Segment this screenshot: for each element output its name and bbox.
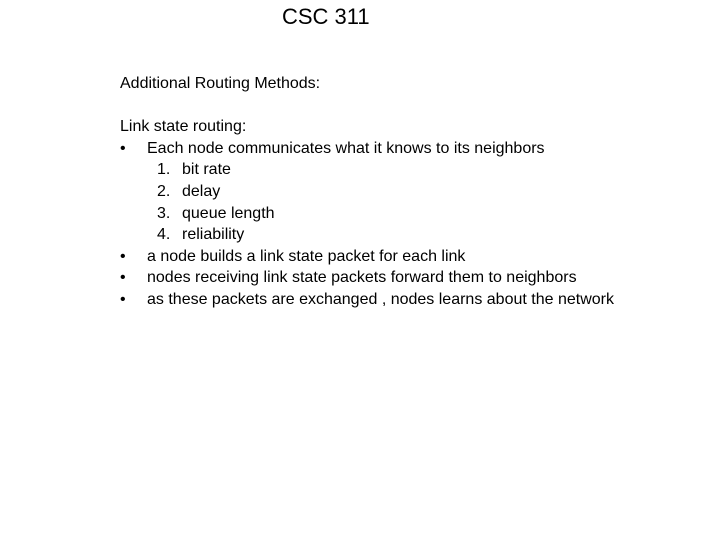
bullet-dot: • — [120, 290, 126, 308]
section-label: Link state routing: — [120, 118, 247, 136]
bullet-text: Each node communicates what it knows to its neighbors — [147, 139, 545, 157]
numbered-item — [120, 224, 614, 246]
bullet-item — [120, 289, 614, 311]
item-text: reliability — [182, 226, 245, 244]
item-number: 2. — [157, 182, 171, 200]
item-text: queue length — [182, 204, 275, 222]
bullet-text: a node builds a link state packet for each link — [147, 247, 466, 265]
slide-body — [120, 73, 614, 311]
numbered-item — [120, 181, 614, 203]
slide-title: CSC 311 — [282, 4, 370, 29]
bullet-text: as these packets are exchanged , nodes learns about the network — [147, 290, 614, 308]
bullet-item — [120, 138, 614, 160]
subheading: Additional Routing Methods: — [120, 75, 321, 92]
bullet-dot: • — [120, 247, 126, 265]
bullet-text: nodes receiving link state packets forward them to neighbors — [147, 269, 577, 287]
item-text: delay — [182, 182, 221, 200]
item-number: 3. — [157, 204, 171, 222]
item-text: bit rate — [182, 161, 231, 179]
bullet-dot: • — [120, 139, 126, 157]
numbered-item — [120, 159, 614, 181]
bullet-dot: • — [120, 269, 126, 287]
item-number: 4. — [157, 226, 171, 244]
numbered-item — [120, 203, 614, 225]
bullet-item — [120, 246, 614, 268]
bullet-item — [120, 267, 614, 289]
spacer — [120, 95, 614, 117]
item-number: 1. — [157, 161, 171, 179]
